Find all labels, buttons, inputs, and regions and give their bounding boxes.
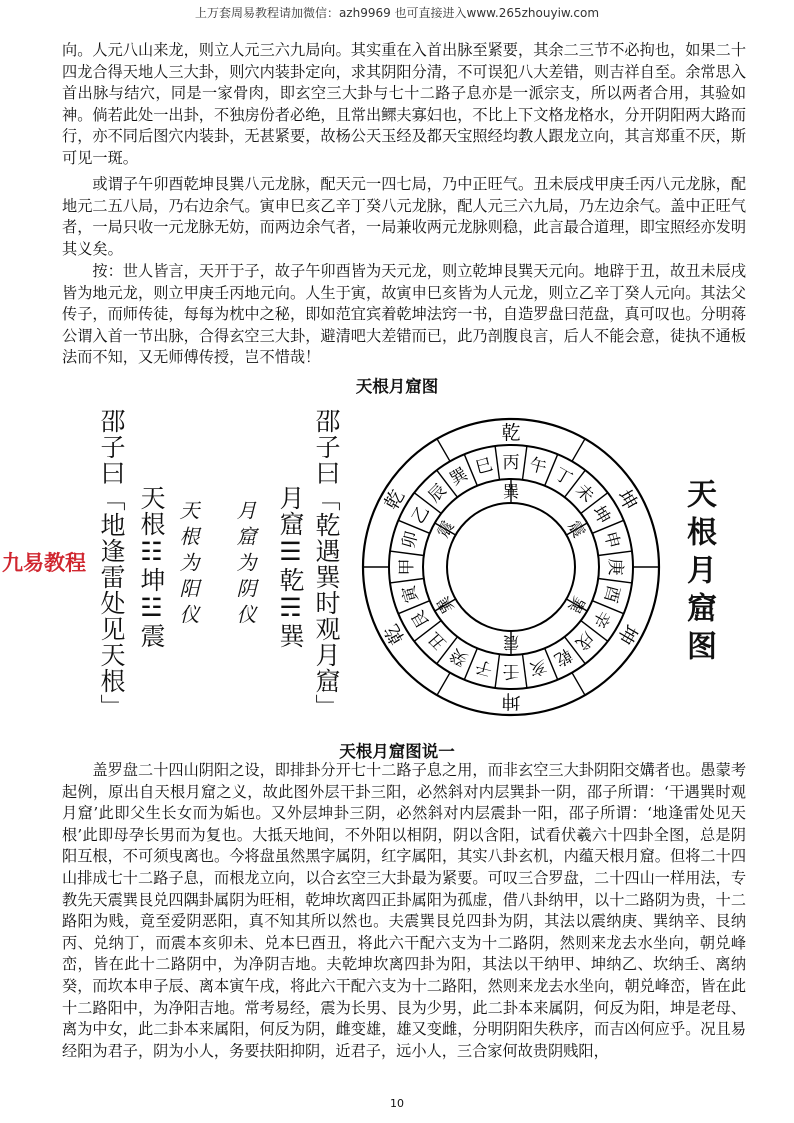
outer-ring-label-0: 乾 <box>501 421 521 444</box>
middle-ring-label-8: 乙 <box>408 502 434 528</box>
outer-divider-5 <box>437 439 450 462</box>
middle-ring-label-19: 酉 <box>599 583 624 605</box>
explanation-title: 天根月窟图说一 <box>339 742 455 761</box>
middle-ring-label-6: 甲 <box>397 558 418 576</box>
inner-ring-label-5: 巽 <box>564 593 589 617</box>
paragraph-3: 按：世人皆言，天开于子，故子午卯酉皆为天元龙，则立乾坤艮巽天元向。地辟于丑，故丑未辰戌皆为地元龙，则立甲庚壬丙地元向。人生于寅，故寅申巳亥皆为人元龙，则立乙辛丁癸人元向。其法父传子，而师传徒，每每为枕中之秘，即如范宜宾着乾坤法窍一书，自造罗盘曰范盘，真可叹也。分明蒋公谓入首一节出脉，合得玄空三大卦，避清吧大差错而已，此乃剖腹良言，后人不能会意，徒执不通板法而不知，又无师傅传授，岂不惜哉！ <box>62 262 746 367</box>
middle-ring-label-23: 亥 <box>527 655 549 680</box>
yueku-yin-note: 月窟为阴仪 <box>233 500 257 630</box>
watermark-logo: 九易教程 <box>2 551 86 575</box>
ring-divider-23 <box>495 446 499 480</box>
outer-ring-label-3: 坤 <box>501 690 521 713</box>
figure-title: 天根月窟图 <box>355 377 439 396</box>
tiangen-yueku-diagram <box>356 412 666 722</box>
inner-ring-label-2: 震 <box>433 517 458 541</box>
inner-ring-label-3: 巽 <box>502 481 520 501</box>
inner-ring-label-0: 震 <box>502 633 520 653</box>
middle-ring-label-3: 丑 <box>424 627 451 654</box>
middle-ring-label-18: 庚 <box>604 558 625 576</box>
middle-ring-label-15: 未 <box>571 480 598 507</box>
outer-ring-label-1: 坤 <box>612 486 642 514</box>
middle-ring-label-22: 乾 <box>550 643 576 670</box>
outer-divider-0 <box>572 439 585 462</box>
ring-divider-12 <box>495 654 499 688</box>
outer-ring-label-4: 乾 <box>380 620 410 648</box>
middle-ring-label-9: 辰 <box>424 480 451 507</box>
outer-ring-label-2: 坤 <box>612 620 642 648</box>
shaozi-quote-tiangen: 邵子曰「地逢雷处见天根」 <box>97 408 126 720</box>
tiangen-trigram-label: 天根☷坤☳震 <box>137 485 166 649</box>
middle-ring-label-13: 午 <box>527 454 549 479</box>
middle-ring-label-14: 丁 <box>550 464 576 490</box>
middle-ring-label-21: 戌 <box>571 627 598 654</box>
middle-ring-label-4: 艮 <box>408 606 434 632</box>
middle-ring-label-7: 卯 <box>398 529 423 551</box>
middle-ring-label-5: 寅 <box>398 583 423 605</box>
middle-ring-label-2: 癸 <box>446 643 472 670</box>
ring-divider-5 <box>598 551 632 555</box>
paragraph-4: 盖罗盘二十四山阴阳之设，即排卦分开七十二路子息之用，而非玄空三大卦阴阳交媾者也。愚蒙考起例，原出自天根月窟之义，故此图外层干卦三阳，必然斜对内层巽卦一阴，邵子所谓：‘干遇巽时观月窟’此即父生长女而为姤也。又外层坤卦三阴，必然斜对内层震卦一阳，邵子所谓：‘地逢雷处见天根’此即母孕长男而为复也。大抵天地间，不外阳以相阴，阴以含阳，试看伏羲六十四卦全图，总是阴阳互根，不可须曳离也。今将盘虽然黑字属阴，红字属阳，其实八卦玄机，内蕴天根月窟。但将二十四山排成七十二路子息，而根龙立向，以合玄空三大卦最为紧要。可叹三合罗盘，二十四山一样用法，专教先天震巽艮兑四隅卦属阴为旺相，乾坤坎离四正卦属阳为孤虚，借八卦纳甲，以十二路阴为贵，十二路阳为贱，竟至爱阴恶阳，真不知其所以然也。夫震巽艮兑四卦为阴，其法以震纳庚、巽纳辛、艮纳丙、兑纳丁，而震本亥卯未、兑本巳酉丑，将此六干配六支为十二路阴，然则来龙去水坐向，朝兑峰峦，皆在此十二路阴中，为净阴吉地。夫乾坤坎离四卦为阳，其法以干纳甲、坤纳乙、坎纳壬、离纳癸，而坎本申子辰、离本寅午戌，将此六干配六支为十二路阳，然则来龙去水坐向，朝兑峰峦，皆在此十二路阳中，为净阳吉地。常考易经，震为长男、艮为少男，此二卦本来属阴，何反为阳，坤是老母、离为中女，此二卦本来属阳，何反为阴，雌变雄，雄又变雌，分明阴阳失秩序，而吉凶何应乎。况且易经阳为君子，阴为小人，务要扶阳抑阴，近君子，远小人，三合家何故贵阴贱阳， <box>62 761 746 1060</box>
middle-ring-label-20: 辛 <box>588 606 614 632</box>
page-number: 10 <box>390 1097 404 1110</box>
paragraph-1: 向。人元八山来龙，则立人元三六九局向。其实重在入首出脉至紧要，其余二三节不必拘也，如果二十四龙合得天地人三大卦，则穴内装卦定向，求其阴阳分清，不可误犯八大差错，则吉祥自至。余常思入首出脉与结穴，同是一家骨肉，即玄空三大卦与七十二路子息亦是一派宗支，所以两者合用，其验如神。倘若此处一出卦，不独房份者必绝，且常出鳏夫寡妇也，不比上下文格龙格水，分开阴阳两大路而行，亦不同后图穴内装卦，无甚紧要，故杨公天玉经及都天宝照经均教人跟龙立向，其言郑重不厌，斯可见一斑。 <box>62 41 746 167</box>
paragraph-2: 或谓子午卯酉乾坤艮巽八元龙脉，配天元一四七局，乃中正旺气。丑未辰戌甲庚壬丙八元龙脉，配地元二五八局，乃右边余气。寅申巳亥乙辛丁癸八元龙脉，配人元三六九局，乃左边余气。盖中正旺气者，一局只收一元龙脉无妨，而两边余气者，一局兼收两元龙脉则稳，此言最合道理，即宝照经亦发明其义矣。 <box>62 175 746 258</box>
tiangen-yang-note: 天根为阳仪 <box>176 500 200 630</box>
middle-ring-label-10: 巽 <box>446 464 472 490</box>
yueku-trigram-label: 月窟☰乾☴巽 <box>276 485 305 649</box>
inner-ring-label-4: 震 <box>564 517 589 541</box>
outer-ring-label-5: 乾 <box>380 486 410 514</box>
ring-divider-0 <box>523 446 527 480</box>
page-header: 上万套周易教程请加微信：azh9969 也可直接进入www.265zhouyiw.com <box>194 6 600 20</box>
shaozi-quote-yueku: 邵子曰「乾遇巽时观月窟」 <box>312 408 341 720</box>
middle-ring-label-1: 子 <box>473 655 495 680</box>
inner-ring-label-1: 巽 <box>433 593 458 617</box>
middle-ring-label-11: 巳 <box>473 454 495 479</box>
ring-divider-6 <box>598 579 632 583</box>
ring-divider-11 <box>523 654 527 688</box>
ring-divider-17 <box>390 579 424 583</box>
middle-ring-label-0: 壬 <box>502 660 520 681</box>
middle-ring-label-16: 坤 <box>588 502 614 528</box>
figure-caption-vertical: 天根月窟图 <box>681 478 716 668</box>
middle-ring-label-12: 丙 <box>502 453 520 474</box>
outer-divider-2 <box>572 673 585 696</box>
middle-ring-label-17: 申 <box>599 529 624 551</box>
ring-divider-18 <box>390 551 424 555</box>
outer-divider-3 <box>437 673 450 696</box>
